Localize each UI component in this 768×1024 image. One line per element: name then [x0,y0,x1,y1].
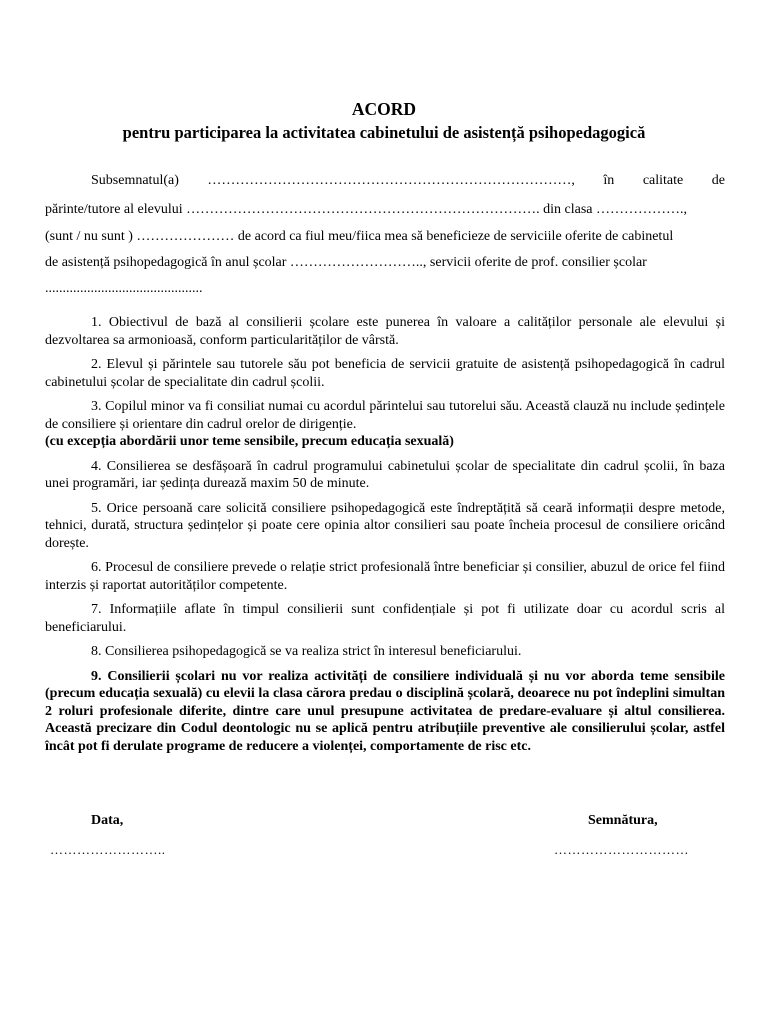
intro-line-2: părinte/tutore al elevului …………………………………………………………………. din clasa ………………., [45,202,687,217]
clause-1: 1. Obiectivul de bază al consilierii școlare este punerea în valoare a calităților personale ale elevului și dezvoltarea sa armonioasă, conform particularităților de vârstă. [45,315,725,348]
date-label: Data, [91,813,124,828]
intro-word-de: de [711,173,725,188]
intro-name-blank: ……………………………………………………………………, [207,173,575,188]
signature-blank: ………………………… [554,842,689,857]
clause-5: 5. Orice persoană care solicită consiliere psihopedagogică este îndreptățită să ceară informații despre metode, tehnici, durată, structura ședințelor și poate cere opinia altor consilieri sau poate încheia procesul de consiliere oricând dorește. [45,500,725,551]
date-blank: …………………….. [50,842,166,857]
document-title: ACORD [351,99,417,119]
signature-label: Semnătura, [588,813,658,828]
clause-8: 8. Consilierea psihopedagogică se va realiza strict în interesul beneficiarului. [91,644,522,659]
clause-9: 9. Consilierii școlari nu vor realiza activități de consiliere individuală și nu vor aborda teme sensibile (precum educația sexuală) cu elevii la clasa cărora predau o disciplină școlară, deoarece nu pot îndeplini simultan 2 roluri profesionale diferite, dintre care unul presupune activitatea de predare-evaluare și altul consilierea. Această precizare din Codul deontologic nu se aplică pentru atribuțiile preventive ale consilierului școlar, astfel încât pot fi derulate programe de reducere a violenței, comportamente de risc etc. [45,668,725,754]
clause-4: 4. Consilierea se desfășoară în cadrul programului cabinetului școlar de specialitate din cadrul școlii, în baza unei programări, iar ședința durează maxim 50 de minute. [45,458,725,491]
intro-word-calitate: calitate [642,173,684,188]
intro-word-in: în [603,173,615,188]
intro-subsemnatul-label: Subsemnatul(a) [91,173,179,188]
intro-line-1 [45,172,725,190]
clauses-list [45,314,725,762]
clause-6: 6. Procesul de consiliere prevede o relație strict profesională între beneficiar și consilier, abuzul de orice fel fiind interzis și raportat autorităților competente. [45,560,725,593]
document-subtitle: pentru participarea la activitatea cabinetului de asistență psihopedagogică [122,123,646,142]
clause-7: 7. Informațiile aflate în timpul consilierii sunt confidențiale și pot fi utilizate doar cu acordul scris al beneficiarului. [45,602,725,635]
clause-2: 2. Elevul și părintele sau tutorele său pot beneficia de servicii gratuite de asistență psihopedagogică în cadrul cabinetului școlar de specialitate din cadrul școlii. [45,357,725,390]
intro-line-4: de asistență psihopedagogică în anul școlar ……………………….., servicii oferite de prof. consilier școlar [45,255,647,270]
intro-line-5: ............................................. [45,281,203,296]
clause-3-note: (cu excepția abordării unor teme sensibile, precum educația sexuală) [45,434,454,449]
intro-line-3: (sunt / nu sunt ) ………………… de acord ca fiul meu/fiica mea să beneficieze de serviciile oferite de cabinetul [45,229,674,244]
clause-3: 3. Copilul minor va fi consiliat numai cu acordul părintelui sau tutorelui său. Această clauză nu include ședințele de consiliere și orientare din cadrul orelor de dirigenție. [45,399,725,432]
